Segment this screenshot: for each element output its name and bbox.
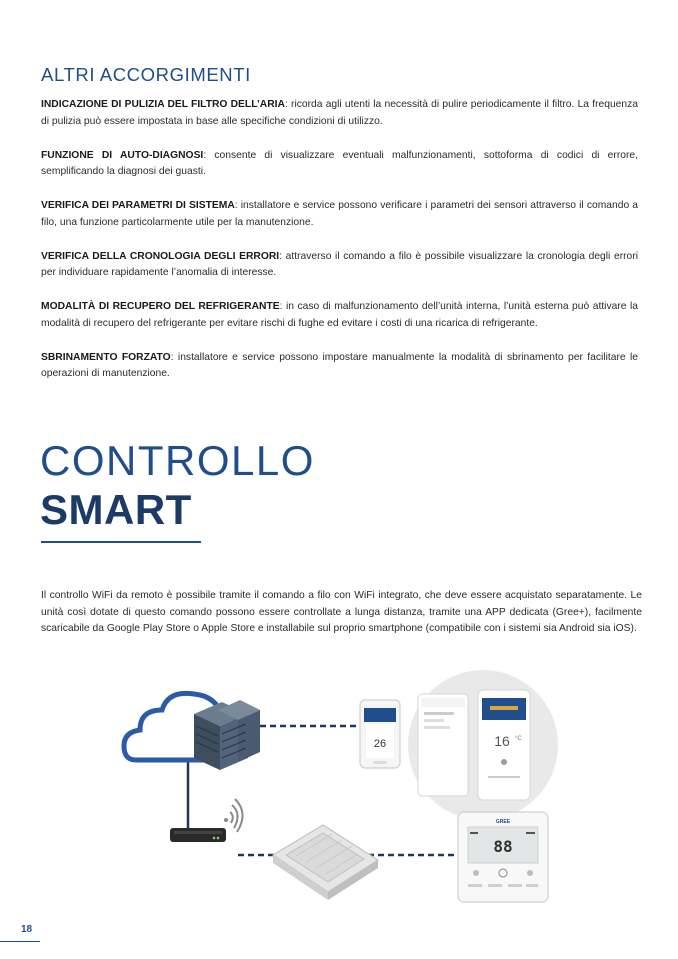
feature-forced-defrost [41, 350, 638, 383]
feature-system-parameters [41, 198, 638, 231]
app-temperature: 16 [494, 733, 510, 749]
title-underline [41, 541, 201, 543]
feature-term: VERIFICA DEI PARAMETRI DI SISTEMA [41, 200, 235, 211]
page-number-rule [0, 941, 40, 942]
app-temperature-unit: °C [515, 736, 522, 742]
wired-controller-icon [458, 812, 548, 902]
feature-text: : attraverso il comando a filo è possibile visualizzare la cronologia degli errori per individuare rapidamente l’anomalia di interesse. [41, 250, 638, 278]
cassette-unit-icon [273, 825, 378, 900]
controller-brand: GREE [495, 819, 511, 825]
feature-term: MODALITÀ DI RECUPERO DEL REFRIGERANTE [41, 301, 280, 312]
section-title-smart: SMART [40, 486, 192, 533]
page-number: 18 [21, 924, 33, 935]
feature-text: : in caso di malfunzionamento dell’unità interna, l’unità esterna può attivare la modalità di recupero del refrigerante per evitare rischi di fughe ed evitare i costi di una ricarica di refrigerante. [41, 301, 638, 329]
feature-term: FUNZIONE DI AUTO-DIAGNOSI [41, 149, 204, 161]
phone-temperature: 26 [373, 738, 387, 750]
section-title-altri-accorgimenti: ALTRI ACCORGIMENTI [41, 64, 251, 85]
feature-auto-diagnosis [41, 148, 638, 181]
wifi-signal-icon [224, 799, 243, 832]
feature-error-history [41, 249, 638, 282]
features-list [41, 97, 638, 400]
feature-text: : consente di visualizzare eventuali malfunzionamenti, sottoforma di codici di errore, semplificando la diagnosi dei guasti. [41, 149, 639, 177]
feature-text: : installatore e service possono verificare i parametri dei sensori attraverso il comando a filo, una funzione particolarmente utile per la manutenzione. [41, 200, 639, 228]
smart-control-diagram [118, 660, 563, 910]
controller-display-value: 88 [493, 837, 513, 856]
smartphone-icon [360, 700, 400, 768]
feature-term: VERIFICA DELLA CRONOLOGIA DEGLI ERRORI [41, 250, 280, 262]
router-icon [170, 828, 226, 842]
section-title-controllo: CONTROLLO [40, 437, 315, 484]
server-icon [194, 700, 260, 770]
feature-text: : ricorda agli utenti la necessità di pulire periodicamente il filtro. La frequenza di pulizia può essere impostata in base alle specifiche condizioni di utilizzo. [41, 99, 639, 127]
feature-text: : installatore e service possono impostare manualmente la modalità di sbrinamento per facilitare le operazioni di manutenzione. [41, 351, 639, 379]
feature-refrigerant-recovery [41, 299, 638, 332]
feature-term: INDICAZIONE DI PULIZIA DEL FILTRO DELL’ARIA [41, 99, 285, 110]
smart-control-description: Il controllo WiFi da remoto è possibile tramite il comando a filo con WiFi integrato, che deve essere acquistato separatamente. Le unità così dotate di questo comando possono essere controllate a lunga distanza, tramite una APP dedicata (Gree+), facilmente scaricabile da Google Play Store o Apple Store e installabile sul proprio smartphone (compatibile con i sistemi sia Android sia iOS). [41, 590, 642, 635]
app-zoom-circle [408, 670, 558, 820]
feature-term: SBRINAMENTO FORZATO [41, 351, 171, 363]
feature-filter-cleaning [41, 97, 638, 130]
